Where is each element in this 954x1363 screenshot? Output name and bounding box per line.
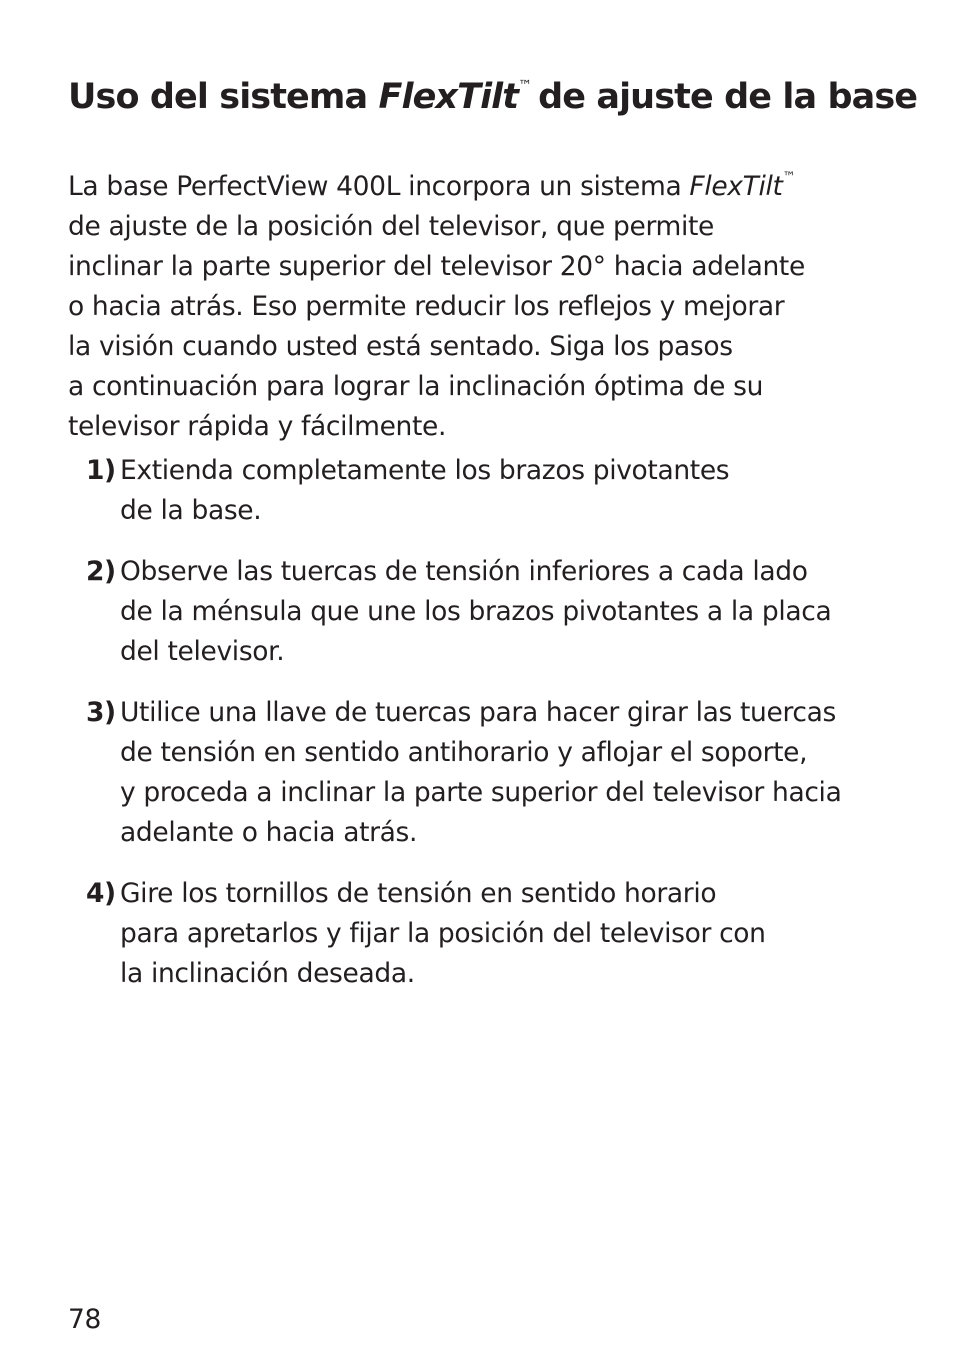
- intro-line: o hacia atrás. Eso permite reducir los reflejos y mejorar: [68, 291, 785, 322]
- intro-paragraph: [68, 158, 898, 447]
- intro-line: [68, 158, 898, 207]
- steps-list: [86, 451, 896, 1015]
- step-number: 2): [86, 556, 116, 587]
- step-text-line: Observe las tuercas de tensión inferiores a cada lado: [120, 556, 808, 587]
- step-text-line: la inclinación deseada.: [120, 958, 415, 989]
- intro-line: inclinar la parte superior del televisor 20° hacia adelante: [68, 251, 805, 282]
- intro-brand: FlexTilt: [689, 171, 783, 202]
- step-text-line: de la base.: [120, 495, 262, 526]
- intro-line: de ajuste de la posición del televisor, que permite: [68, 211, 715, 242]
- title-text-before: Uso del sistema: [68, 77, 379, 117]
- intro-text-before: La base PerfectView 400L incorpora un sistema: [68, 171, 690, 202]
- intro-line: a continuación para lograr la inclinación óptima de su: [68, 371, 764, 402]
- step-number: 3): [86, 697, 116, 728]
- step-text-line: de tensión en sentido antihorario y aflojar el soporte,: [120, 737, 808, 768]
- step-text-line: adelante o hacia atrás.: [120, 817, 418, 848]
- step-text-line: para apretarlos y fijar la posición del televisor con: [120, 918, 766, 949]
- intro-line: la visión cuando usted está sentado. Siga los pasos: [68, 331, 733, 362]
- step-text-line: Gire los tornillos de tensión en sentido horario: [120, 878, 717, 909]
- step-item: [86, 552, 896, 672]
- page-title: [68, 62, 917, 121]
- step-text-line: Utilice una llave de tuercas para hacer girar las tuercas: [120, 697, 836, 728]
- title-text-after: de ajuste de la base: [538, 77, 918, 117]
- step-number: 4): [86, 878, 116, 909]
- step-item: [86, 451, 896, 531]
- title-trademark: ™: [518, 78, 533, 94]
- step-item: [86, 874, 896, 994]
- step-text-line: Extienda completamente los brazos pivotantes: [120, 455, 730, 486]
- intro-trademark: ™: [782, 170, 796, 185]
- step-text-line: y proceda a inclinar la parte superior del televisor hacia: [120, 777, 842, 808]
- step-text-line: del televisor.: [120, 636, 285, 667]
- step-item: [86, 693, 896, 853]
- intro-line: televisor rápida y fácilmente.: [68, 411, 447, 442]
- title-brand: FlexTilt: [378, 77, 519, 117]
- page-number: 78: [68, 1304, 102, 1335]
- step-number: 1): [86, 455, 116, 486]
- step-text-line: de la ménsula que une los brazos pivotantes a la placa: [120, 596, 832, 627]
